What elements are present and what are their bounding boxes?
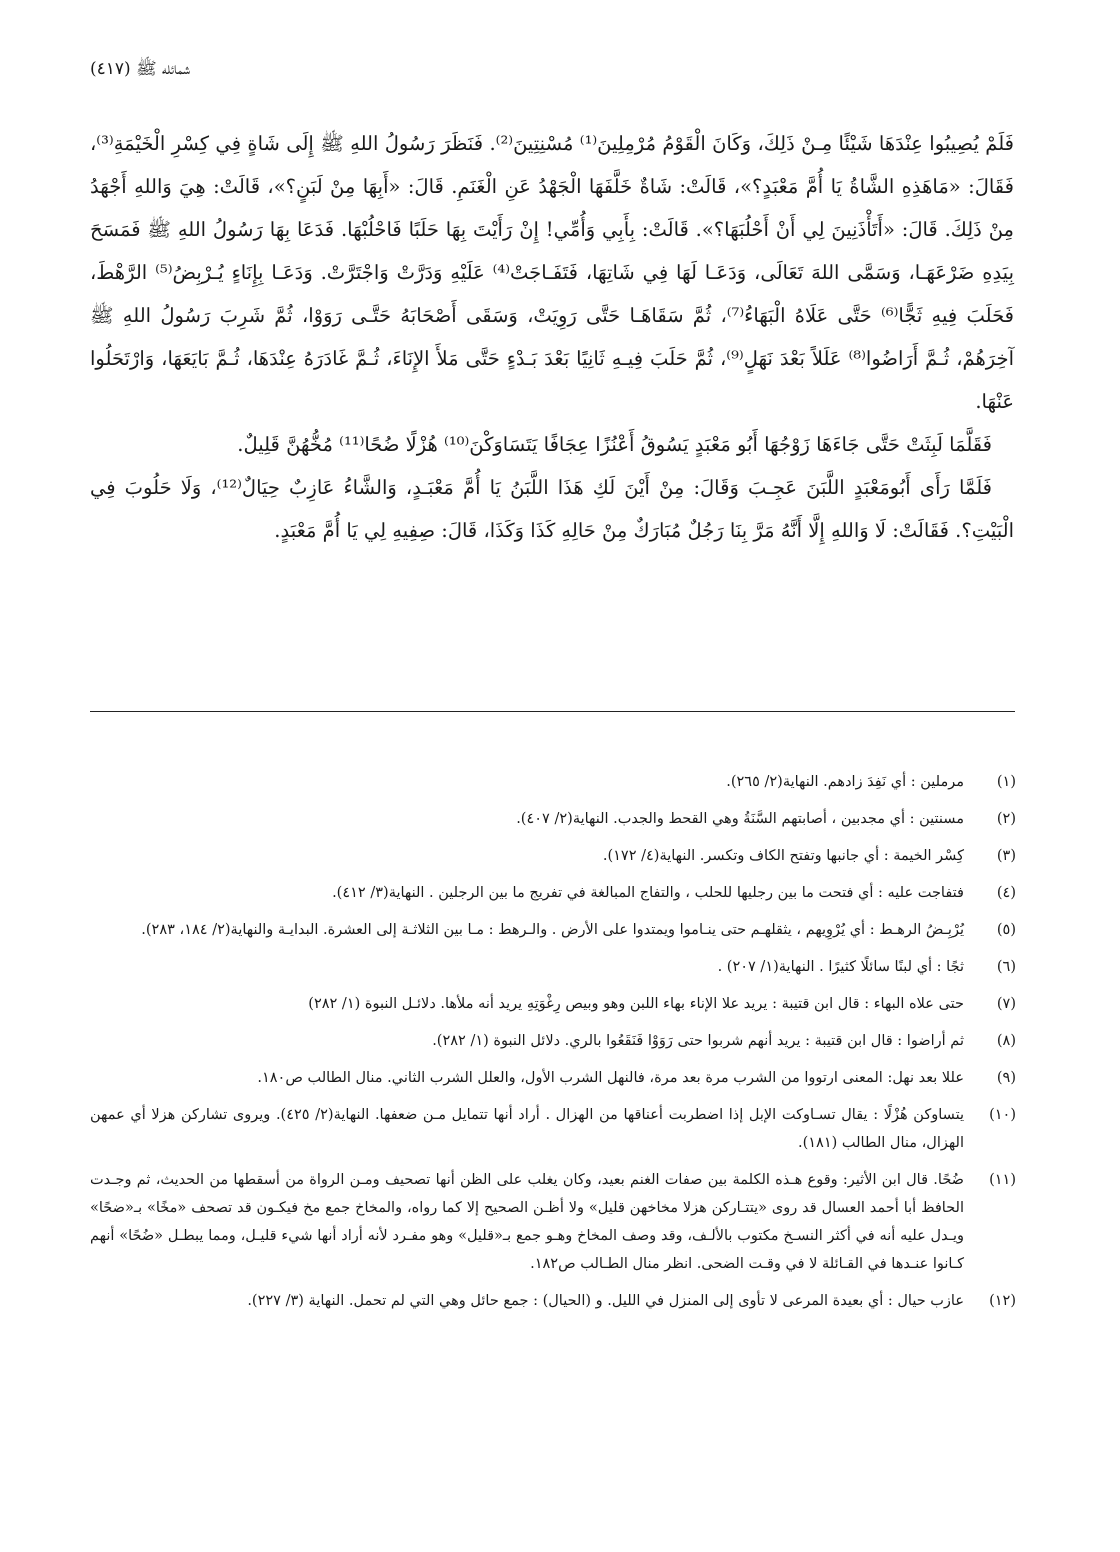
footnote-number: (١) — [996, 774, 1016, 790]
footnote-number: (٤) — [996, 885, 1016, 901]
footnote-text: فتفاجت عليه : أي فتحت ما بين رجليها للحلب ، والتفاج المبالغة في تفريج ما بين الرجلين . النهاية(٣/ ٤١٢). — [332, 885, 964, 901]
footnote — [90, 768, 1016, 796]
footnote-text: يتساوكن هُزْلًا : يقال تسـاوكت الإبل إذا اضطربت أعناقها من الهزال . أراد أنها تتمايل مـن ضعفها. النهاية(٢/ ٤٢٥). ويروى تشاركن هزلا أي عمهن الهزال، منال الطالب (١٨١). — [90, 1107, 964, 1151]
footnotes — [90, 768, 1016, 1324]
footnote — [90, 842, 1016, 870]
footnote-text: حتى علاه البهاء : قال ابن قتيبة : يريد علا الإناء بهاء اللبن وهو وبيص رِغْوَتِهِ يريد أنه ملأها. دلائـل النبوة (١/ ٢٨٢) — [308, 996, 964, 1012]
footnote-text: عللا بعد نهل: المعنى ارتووا من الشرب مرة بعد مرة، فالنهل الشرب الأول، والعلل الشرب الثاني. منال الطالب ص١٨٠. — [257, 1070, 964, 1086]
main-paragraph: فَقَلَّمَا لَبِثَتْ حَتَّى جَاءَهَا زَوْجُهَا أَبُو مَعْبَدٍ يَسُوقُ أَعْنُزًا عِجَافًا يَتَسَاوَكْنَ⁽¹⁰⁾ هُزْلًا ضُحًا⁽¹¹⁾ مُخُّهُنَّ قَلِيلٌ. — [237, 433, 992, 456]
footnote-divider — [90, 711, 1015, 712]
footnote — [90, 990, 1016, 1018]
footnote-text: كِسْر الخيمة : أي جانبها وتفتح الكاف وتكسر. النهاية(٤/ ١٧٢). — [602, 848, 964, 864]
footnote-number: (٣) — [996, 848, 1016, 864]
footnote — [90, 1287, 1016, 1315]
footnote-text: ضُحًا. قال ابن الأثير: وقوع هـذه الكلمة بين صفات الغنم بعيد، وكان يغلب على الظن أنها تصحيف ومـن الرواة من أسقطها من الحديث، ثم وجـدت الحافظ أبا أحمد العسال قد روى «يتتـاركن هزلا مخاخهن قليل» ولا أظـن الصحيح إلا كما رواه، والمخاخ جمع مخ فيكـون قد تصحف «مخًا» بـ«ضحًا» ويـدل عليه أنه في أكثر النسـخ مكتوب بالألـف، وقد وصف المخاخ وهـو جمع بـ«قليل» وهو مفـرد لأنه أراد أنها شيء قليـل، ومما يبطـل «ضُحًا» أنهم كـانوا عنـدها في القـائلة لا في وقـت الضحى. انظر منال الطـالب ص١٨٢. — [90, 1172, 964, 1272]
footnote-number: (٨) — [996, 1033, 1016, 1049]
main-text — [90, 122, 1014, 552]
footnote-number: (١٠) — [989, 1107, 1016, 1123]
running-head: شمائله ﷺ (٤١٧) — [90, 59, 191, 79]
footnote-text: ثجًا : أي لبنًا سائلًا كثيرًا . النهاية(١/ ٢٠٧) . — [717, 959, 964, 975]
footnote-number: (٩) — [996, 1070, 1016, 1086]
footnote — [90, 879, 1016, 907]
footnote-number: (٦) — [996, 959, 1016, 975]
footnote-number: (٢) — [996, 811, 1016, 827]
footnote — [90, 805, 1016, 833]
footnote — [90, 1027, 1016, 1055]
main-paragraph: فَلَمْ يُصِيبُوا عِنْدَهَا شَيْئًا مِـنْ ذَلِكَ، وَكَانَ الْقَوْمُ مُرْمِلِينَ⁽¹⁾ مُسْنِتِينَ⁽²⁾. فَنَظَرَ رَسُولُ اللهِ ﷺ إِلَى شَاةٍ فِي كِسْرِ الْخَيْمَةِ⁽³⁾، فَقَالَ: «مَاهَذِهِ الشَّاةُ يَا أُمَّ مَعْبَدٍ؟»، قَالَتْ: شَاةٌ خَلَّفَهَا الْجَهْدُ عَنِ الْغَنَمِ. قَالَ: «أَبِهَا مِنْ لَبَنٍ؟»، قَالَتْ: هِيَ وَاللهِ أَجْهَدُ مِنْ ذَلِكَ. قَالَ: «أَتَأْذَنِينَ لِي أَنْ أَحْلُبَهَا؟». قَالَتْ: بِأَبِي وَأُمِّي! إِنْ رَأَيْتَ بِهَا حَلَبًا فَاحْلُبْهَا. فَدَعَا بِهَا رَسُولُ اللهِ ﷺ فَمَسَحَ بِيَدِهِ ضَرْعَهَـا، وَسَمَّى اللهَ تَعَالَى، وَدَعَـا لَهَا فِي شَاتِهَا، فَتَفَـاجَتْ⁽⁴⁾ عَلَيْهِ وَدَرَّتْ وَاجْتَرَّتْ. وَدَعَـا بِإِنَاءٍ يُـرْبِضُ⁽⁵⁾ الرَّهْطَ، فَحَلَبَ فِيهِ ثَجًّا⁽⁶⁾ حَتَّى عَلَاهُ الْبَهَاءُ⁽⁷⁾، ثُمَّ سَقَاهَـا حَتَّى رَوِيَتْ، وَسَقَى أَصْحَابَهُ حَتَّـى رَوَوْا، ثُمَّ شَرِبَ رَسُولُ اللهِ ﷺ آخِرَهُمْ، ثُـمَّ أَرَاضُوا⁽⁸⁾ عَلَلاً بَعْدَ نَهَلٍ⁽⁹⁾، ثُمَّ حَلَبَ فِيـهِ ثَانِيًا بَعْدَ بَـدْءٍ حَتَّى مَلأَ الإِنَاءَ، ثُـمَّ غَادَرَهُ عِنْدَهَا، ثُـمَّ بَايَعَهَا، وَارْتَحَلُوا عَنْهَا. — [90, 132, 1014, 413]
footnote-text: يُرْبِـضُ الرهـط : أي يُرْوِيهم ، يثقلهـم حتى ينـاموا ويمتدوا على الأرض . والـرهط : مـا بين الثلاثـة إلى العشرة. البدايـة والنهاية(٢/ ١٨٤، ٢٨٣). — [141, 922, 964, 938]
main-paragraph: فَلَمَّا رَأَى أَبُومَعْبَدٍ اللَّبَنَ عَجِـبَ وَقَالَ: مِنْ أَيْنَ لَكِ هَذَا اللَّبَنُ يَا أُمَّ مَعْبَـدٍ، وَالشَّاءُ عَازِبٌ حِيَالٌ⁽¹²⁾، وَلَا حَلُوبَ فِي الْبَيْتِ؟. فَقَالَتْ: لَا وَاللهِ إِلَّا أَنَّهُ مَرَّ بِنَا رَجُلٌ مُبَارَكٌ مِنْ حَالِهِ كَذَا وَكَذَا، قَالَ: صِفِيهِ لِي يَا أُمَّ مَعْبَدٍ. — [90, 476, 1014, 542]
footnote — [90, 953, 1016, 981]
footnote — [90, 1064, 1016, 1092]
footnote — [90, 1166, 1016, 1278]
footnote-text: ثم أراضوا : قال ابن قتيبة : يريد أنهم شربوا حتى رَوَوْا فَنَقَعُوا بالري. دلائل النبوة (١/ ٢٨٢). — [432, 1033, 964, 1049]
footnote-number: (٥) — [996, 922, 1016, 938]
footnote-text: مسنتين : أي مجدبين ، أصابتهم السَّنَةُ وهي القحط والجدب. النهاية(٢/ ٤٠٧). — [516, 811, 964, 827]
footnote-number: (١٢) — [989, 1293, 1016, 1309]
footnote-text: مرملين : أي نَفِدَ زادهم. النهاية(٢/ ٢٦٥). — [726, 774, 964, 790]
footnote-number: (١١) — [989, 1172, 1016, 1188]
footnote — [90, 1101, 1016, 1157]
footnote-text: عازب حيال : أي بعيدة المرعى لا تأوى إلى المنزل في الليل. و (الحيال) : جمع حائل وهي التي لم تحمل. النهاية (٣/ ٢٢٧). — [247, 1293, 964, 1309]
footnote-number: (٧) — [996, 996, 1016, 1012]
footnote — [90, 916, 1016, 944]
